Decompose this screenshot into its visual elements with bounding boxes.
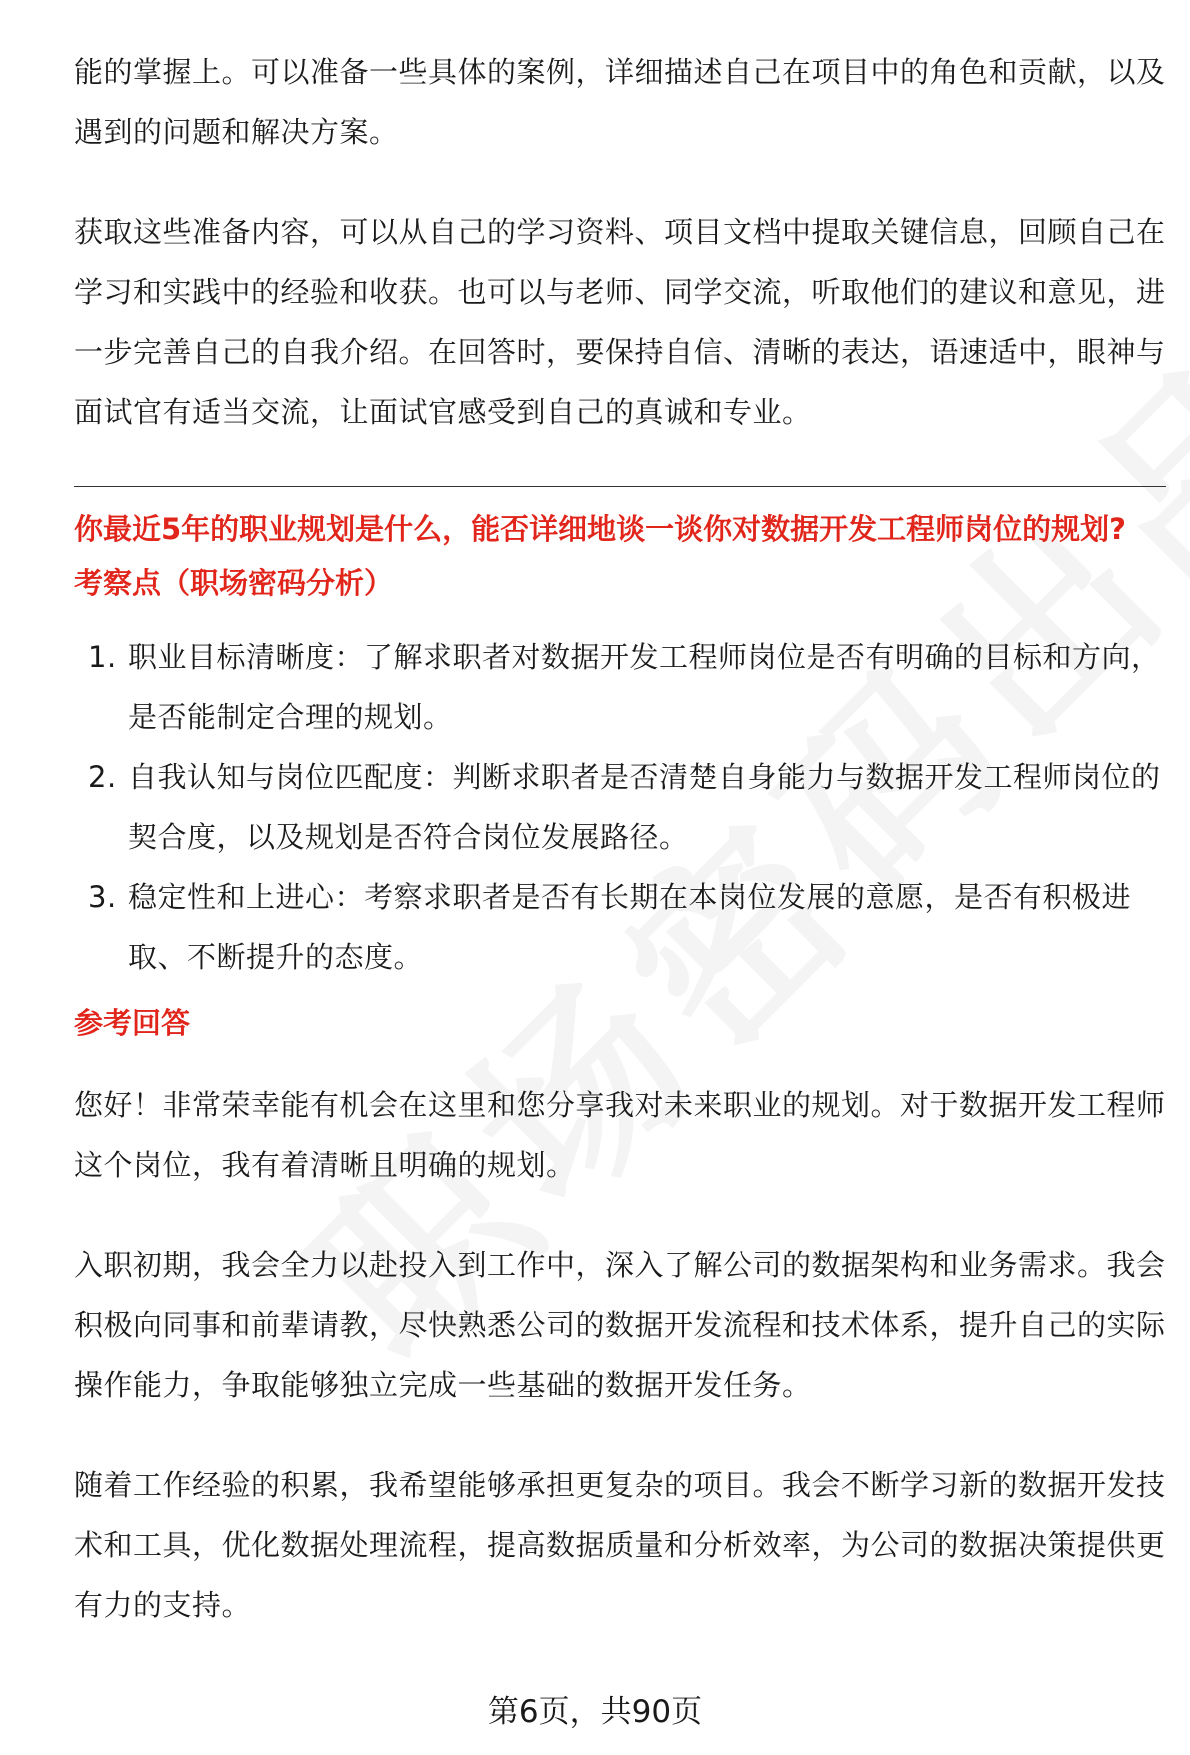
exam-points-list (74, 627, 1166, 987)
list-item-text: 自我认知与岗位匹配度：判断求职者是否清楚自身能力与数据开发工程师岗位的契合度，以及规划是否符合岗位发展路径。 (128, 760, 1161, 854)
reference-answer-label: 参考回答 (74, 1006, 191, 1040)
list-item (74, 747, 1166, 867)
intro-paragraph-1: 能的掌握上。可以准备一些具体的案例，详细描述自己在项目中的角色和贡献，以及遇到的问题和解决方案。 (74, 55, 1166, 149)
exam-points-label: 考察点（职场密码分析） (74, 566, 394, 600)
section-divider (74, 486, 1166, 487)
list-item-number: 2. (88, 760, 117, 794)
list-item-text: 职业目标清晰度：了解求职者对数据开发工程师岗位是否有明确的目标和方向，是否能制定合理的规划。 (128, 640, 1161, 734)
list-item-number: 3. (88, 880, 117, 914)
list-item-number: 1. (88, 640, 117, 674)
answer-paragraph-3: 随着工作经验的积累，我希望能够承担更复杂的项目。我会不断学习新的数据开发技术和工具，优化数据处理流程，提高数据质量和分析效率，为公司的数据决策提供更有力的支持。 (74, 1468, 1166, 1622)
list-item (74, 627, 1166, 747)
question-heading: 你最近5年的职业规划是什么，能否详细地谈一谈你对数据开发工程师岗位的规划? (74, 512, 1127, 546)
intro-paragraph-2: 获取这些准备内容，可以从自己的学习资料、项目文档中提取关键信息，回顾自己在学习和实践中的经验和收获。也可以与老师、同学交流，听取他们的建议和意见，进一步完善自己的自我介绍。在回答时，要保持自信、清晰的表达，语速适中，眼神与面试官有适当交流，让面试官感受到自己的真诚和专业。 (74, 215, 1166, 429)
answer-paragraph-2: 入职初期，我会全力以赴投入到工作中，深入了解公司的数据架构和业务需求。我会积极向同事和前辈请教，尽快熟悉公司的数据开发流程和技术体系，提升自己的实际操作能力，争取能够独立完成一些基础的数据开发任务。 (74, 1248, 1166, 1402)
page-number-footer: 第6页，共90页 (487, 1694, 703, 1730)
list-item-text: 稳定性和上进心：考察求职者是否有长期在本岗位发展的意愿，是否有积极进取、不断提升的态度。 (128, 880, 1132, 974)
page-content (74, 42, 1166, 1635)
answer-paragraph-1: 您好！非常荣幸能有机会在这里和您分享我对未来职业的规划。对于数据开发工程师这个岗位，我有着清晰且明确的规划。 (74, 1088, 1166, 1182)
list-item (74, 867, 1166, 987)
